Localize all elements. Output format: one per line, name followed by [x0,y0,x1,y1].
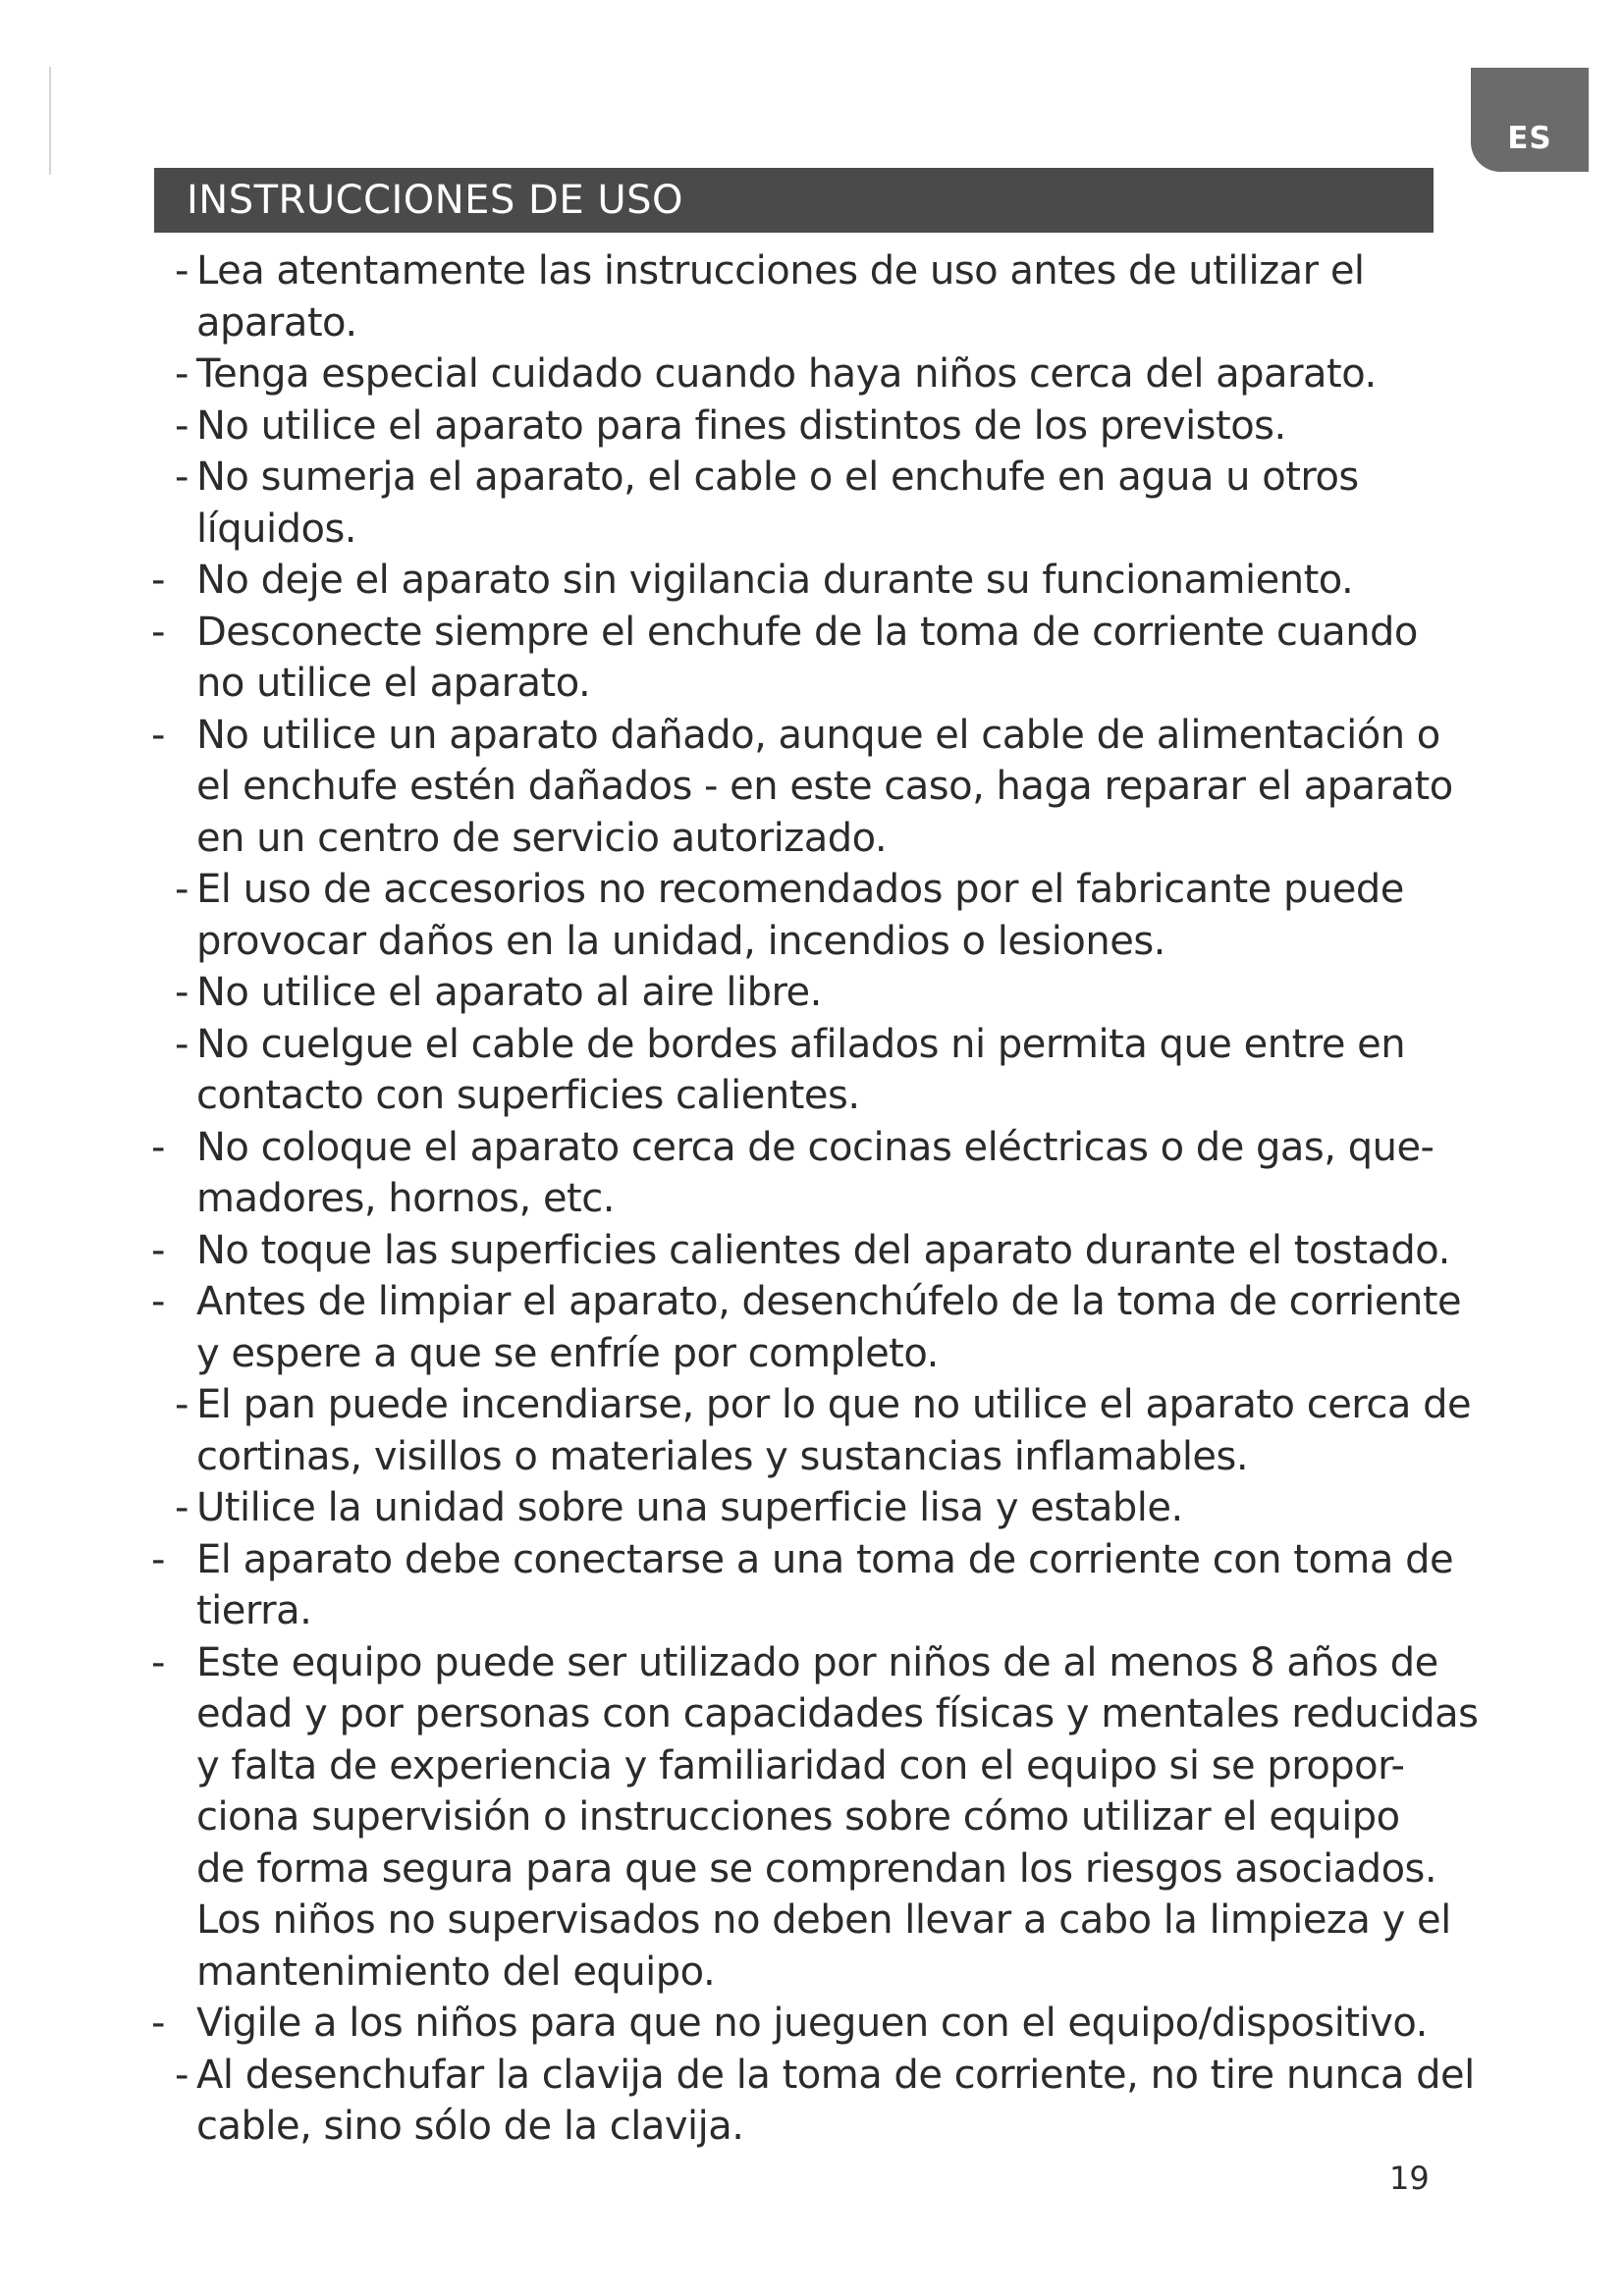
list-dash: - [175,2052,189,2098]
instruction-text: El uso de accesorios no recomendados por el fabricante puede provocar daños en la unidad, incendios o lesiones. [196,867,1404,964]
instruction-item [147,1122,1522,1225]
instruction-text: No deje el aparato sin vigilancia durante su funcionamiento. [196,558,1354,603]
instruction-text: No utilice el aparato para fines distintos de los previstos. [196,402,1286,449]
instruction-item [147,1379,1522,1482]
list-dash: - [175,248,189,294]
instruction-item [147,1019,1522,1122]
instruction-text: Desconecte siempre el enchufe de la toma de corriente cuando no utilice el aparato. [196,609,1418,706]
instruction-text: El aparato debe conectarse a una toma de corriente con toma de tierra. [196,1536,1454,1633]
instruction-item [147,245,1522,348]
list-dash: - [151,609,165,655]
instruction-text: No toque las superficies calientes del aparato durante el tostado. [196,1227,1450,1273]
list-dash: - [151,712,165,758]
instruction-text: Este equipo puede ser utilizado por niños de al menos 8 años de edad y por personas con capacidades físicas y mentales reducidas y falta de experiencia y familiaridad con el equipo si se propor- ciona supervisión o instrucciones sobre cómo utilizar el equipo de forma segura para que se comprendan los riesgos asociados. Los niños no supervisados no deben llevar a cabo la limpieza y el mantenimiento del equipo. [196,1639,1479,1995]
section-header [154,168,1434,233]
instruction-text: No utilice un aparato dañado, aunque el cable de alimentación o el enchufe estén dañados - en este caso, haga reparar el aparato en un centro de servicio autorizado. [196,712,1453,861]
list-dash: - [151,1279,165,1324]
instruction-text: Utilice la unidad sobre una superficie lisa y estable. [196,1485,1183,1530]
language-tab [1471,68,1589,172]
instruction-text: No cuelgue el cable de bordes afilados ni permita que entre en contacto con superficies calientes. [196,1021,1406,1118]
list-dash: - [151,1227,165,1273]
instruction-text: No coloque el aparato cerca de cocinas eléctricas o de gas, que- madores, hornos, etc. [196,1124,1435,1221]
instruction-text: Lea atentamente las instrucciones de uso antes de utilizar el aparato. [196,248,1365,346]
instruction-item [147,1998,1522,2050]
instruction-item [147,1637,1522,1999]
list-dash: - [175,1485,189,1530]
list-dash: - [175,402,189,449]
instruction-text: Antes de limpiar el aparato, desenchúfelo de la toma de corriente y espere a que se enfríe por completo. [196,1279,1462,1376]
list-dash: - [151,1124,165,1170]
instruction-item [147,1482,1522,1534]
instruction-text: El pan puede incendiarse, por lo que no utilice el aparato cerca de cortinas, visillos o materiales y sustancias inflamables. [196,1382,1472,1479]
instruction-text: Al desenchufar la clavija de la toma de corriente, no tire nunca del cable, sino sólo de la clavija. [196,2052,1475,2149]
instruction-text: No sumerja el aparato, el cable o el enchufe en agua u otros líquidos. [196,454,1359,552]
instruction-list [147,245,1522,2153]
list-dash: - [175,970,189,1015]
instruction-item [147,967,1522,1019]
list-dash: - [151,2001,165,2046]
language-tab-label: ES [1507,121,1552,156]
instruction-item [147,1276,1522,1379]
margin-rule [49,67,51,175]
list-dash: - [151,1536,165,1582]
instruction-text: Vigile a los niños para que no jueguen con el equipo/dispositivo. [196,2001,1428,2046]
list-dash: - [175,1021,189,1067]
list-dash: - [151,1639,165,1685]
instruction-item [147,710,1522,865]
instruction-item [147,452,1522,555]
list-dash: - [151,558,165,603]
section-title: INSTRUCCIONES DE USO [187,178,683,223]
instruction-text: No utilice el aparato al aire libre. [196,970,822,1015]
instruction-item [147,348,1522,400]
instruction-item [147,607,1522,710]
list-dash: - [175,867,189,912]
list-dash: - [175,1382,189,1427]
instruction-item [147,864,1522,967]
page-number: 19 [1389,2160,1430,2197]
instruction-text: Tenga especial cuidado cuando haya niños cerca del aparato. [196,351,1377,397]
instruction-item [147,1225,1522,1277]
list-dash: - [175,454,189,500]
list-dash: - [175,351,189,397]
instruction-item [147,400,1522,453]
instruction-item [147,2050,1522,2153]
instruction-item [147,555,1522,607]
instruction-item [147,1534,1522,1637]
